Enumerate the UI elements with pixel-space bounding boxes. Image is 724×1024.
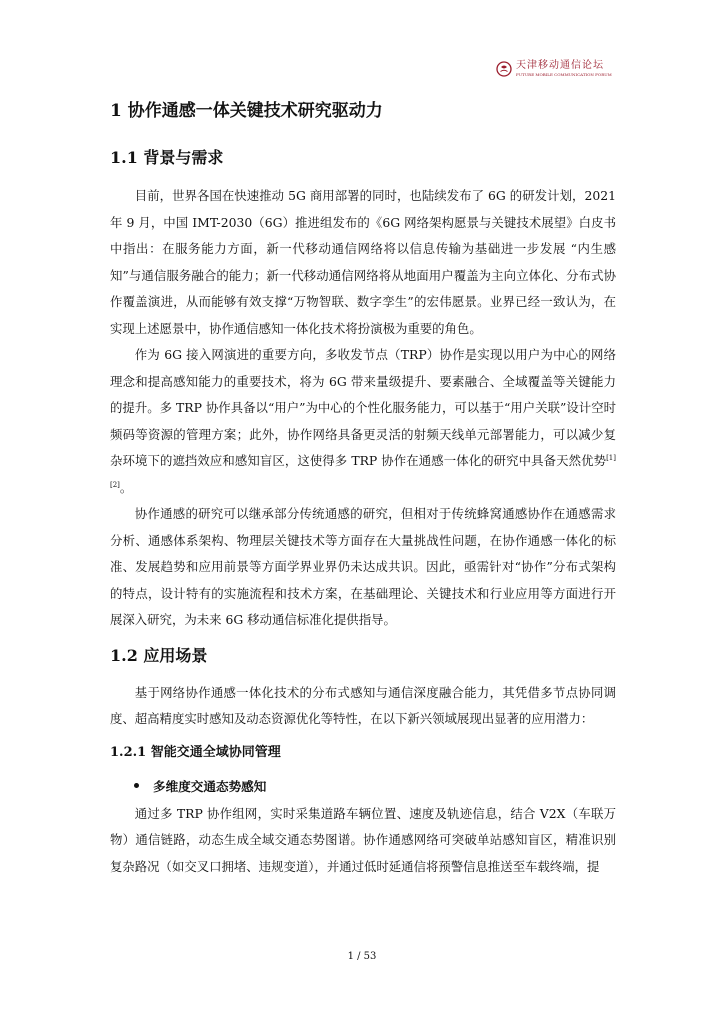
bullet-text: 多维度交通态势感知 bbox=[153, 779, 267, 794]
bullet-dot-icon bbox=[134, 783, 139, 788]
journal-seal-icon bbox=[496, 61, 512, 77]
logo-english-name: FUTURE MOBILE COMMUNICATION FORUM bbox=[516, 72, 612, 77]
paragraph-background-2 bbox=[110, 342, 616, 501]
paragraph-end-punct: 。 bbox=[119, 479, 133, 495]
bullet-item bbox=[110, 775, 616, 797]
paragraph-background-2-text: 作为 6G 接入网演进的重要方向，多收发节点（TRP）协作是实现以用户为中心的网络理念和提高感知能力的重要技术，将为 6G 带来量级提升、要素融合、全域覆盖等关键能力的提升。多 TRP 协作具备以“用户”为中心的个性化服务能力，可以基于“用户关联”设计空时频码等资源的管理方案；此外，协作网络具备更灵活的射频天线单元部署能力，可以减少复杂环境下的遮挡效应和感知盲区，这使得多 TRP 协作在通感一体化的研究中具备天然优势 bbox=[110, 347, 616, 468]
page-number: 1 / 53 bbox=[347, 951, 377, 962]
logo-chinese-name: 天津移动通信论坛 bbox=[516, 60, 604, 71]
paragraph-background-1: 目前，世界各国在快速推动 5G 商用部署的同时，也陆续发布了 6G 的研发计划，2021 年 9 月，中国 IMT-2030（6G）推进组发布的《6G 网络架构愿景与关键技术展望》白皮书中指出：在服务能力方面，新一代移动通信网络将以信息传输为基础进一步发展 “内生感知”与通信服务融合的能力；新一代移动通信网络将从地面用户覆盖为主向立体化、分布式协作覆盖演进，从而能够有效支撑“万物智联、数字孪生”的宏伟愿景。业界已经一致认为，在实现上述愿景中，协作通信感知一体化技术将扮演极为重要的角色。 bbox=[110, 188, 616, 336]
paragraph-scenarios-1: 基于网络协作通感一体化技术的分布式感知与通信深度融合能力，其凭借多节点协同调度、超高精度实时感知及动态资源优化等特性，在以下新兴领域展现出显著的应用潜力： bbox=[110, 684, 616, 726]
paragraph-background-3: 协作通感的研究可以继承部分传统通感的研究，但相对于传统蜂窝通感协作在通感需求分析、通感体系架构、物理层关键技术等方面存在大量挑战性问题，在协作通感一体化的标准、发展趋势和应用前景等方面学界业界仍未达成共识。因此，亟需针对“协作”分布式架构的特点，设计特有的实施流程和技术方案，在基础理论、关键技术和行业应用等方面进行开展深入研究，为未来 6G 移动通信标准化提供指导。 bbox=[110, 506, 616, 627]
journal-logo bbox=[496, 58, 616, 80]
section-title-background: 1.1 背景与需求 bbox=[110, 148, 224, 167]
paragraph-traffic-1: 通过多 TRP 协作组网，实时采集道路车辆位置、速度及轨迹信息，结合 V2X（车联万物）通信链路，动态生成全域交通态势图谱。协作通感网络可突破单站感知盲区，精准识别复杂路况（如交叉口拥堵、违规变道），并通过低时延通信将预警信息推送至车载终端，提 bbox=[110, 805, 616, 874]
section-title-scenarios: 1.2 应用场景 bbox=[110, 645, 208, 665]
chapter-title: 1 协作通感一体关键技术研究驱动力 bbox=[110, 101, 383, 121]
page-content bbox=[110, 96, 616, 880]
subsection-title-traffic: 1.2.1 智能交通全域协同管理 bbox=[110, 744, 281, 760]
citation-ref: [1][2] bbox=[110, 453, 616, 489]
